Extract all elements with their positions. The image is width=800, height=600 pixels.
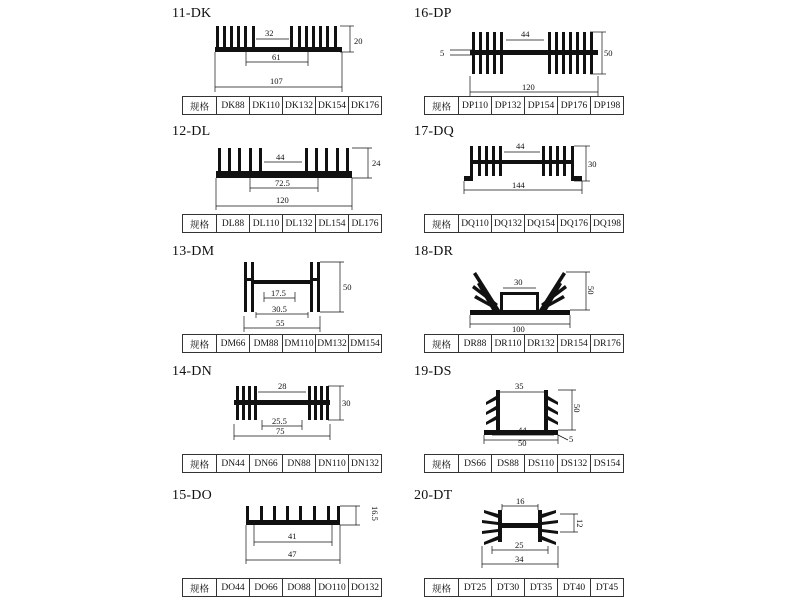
model-cell: DS66 bbox=[459, 455, 492, 473]
dim-label: 44 bbox=[516, 141, 525, 151]
section-title: 12-DL bbox=[172, 124, 211, 139]
model-cell: DL154 bbox=[316, 215, 349, 233]
model-cell: DP198 bbox=[591, 97, 624, 115]
model-cell: DL176 bbox=[349, 215, 382, 233]
dim-label: 35 bbox=[515, 381, 524, 391]
dim-label: 120 bbox=[522, 82, 535, 92]
model-cell: DM66 bbox=[217, 335, 250, 353]
spec-header: 规格 bbox=[425, 215, 459, 233]
dim-label: 30 bbox=[588, 159, 597, 169]
section-title: 16-DP bbox=[414, 6, 452, 21]
model-cell: DO66 bbox=[250, 579, 283, 597]
model-cell: DT40 bbox=[558, 579, 591, 597]
section-20-dt bbox=[414, 488, 714, 600]
dim-label: 16 bbox=[516, 496, 525, 506]
dim-label: 50 bbox=[572, 404, 582, 413]
spec-header: 规格 bbox=[425, 579, 459, 597]
dim-label: 25.5 bbox=[272, 416, 287, 426]
heatsink-profile-drawing bbox=[414, 20, 714, 96]
dim-label: 44 bbox=[521, 29, 530, 39]
model-cell: DR132 bbox=[525, 335, 558, 353]
dim-label: 20 bbox=[354, 36, 363, 46]
model-cell: DS132 bbox=[558, 455, 591, 473]
section-title: 19-DS bbox=[414, 364, 452, 379]
dim-label: 30.5 bbox=[272, 304, 287, 314]
model-cell: DM88 bbox=[250, 335, 283, 353]
spec-table bbox=[424, 334, 624, 353]
spec-table bbox=[424, 214, 624, 233]
spec-table bbox=[182, 454, 382, 473]
model-cell: DR176 bbox=[591, 335, 624, 353]
dim-label: 44 bbox=[276, 152, 285, 162]
spec-table bbox=[182, 578, 382, 597]
model-cell: DR110 bbox=[492, 335, 525, 353]
model-cell: DL88 bbox=[217, 215, 250, 233]
model-cell: DR154 bbox=[558, 335, 591, 353]
dim-label: 12 bbox=[575, 519, 585, 528]
model-cell: DT45 bbox=[591, 579, 624, 597]
heatsink-profile-drawing bbox=[414, 496, 714, 578]
model-cell: DS154 bbox=[591, 455, 624, 473]
dim-label: 5 bbox=[440, 48, 445, 58]
model-cell: DK132 bbox=[283, 97, 316, 115]
dim-label: 47 bbox=[288, 549, 297, 559]
model-cell: DR88 bbox=[459, 335, 492, 353]
model-cell: DT35 bbox=[525, 579, 558, 597]
model-cell: DS110 bbox=[525, 455, 558, 473]
model-cell: DN132 bbox=[349, 455, 382, 473]
spec-header: 规格 bbox=[183, 335, 217, 353]
model-cell: DN44 bbox=[217, 455, 250, 473]
spec-table bbox=[424, 578, 624, 597]
spec-header: 规格 bbox=[425, 455, 459, 473]
model-cell: DT25 bbox=[459, 579, 492, 597]
model-cell: DK154 bbox=[316, 97, 349, 115]
dim-label: 144 bbox=[512, 180, 525, 190]
dim-label: 30 bbox=[514, 277, 523, 287]
dim-label: 25 bbox=[515, 540, 524, 550]
dim-label: 75 bbox=[276, 426, 285, 436]
dim-label: 50 bbox=[343, 282, 352, 292]
model-cell: DP110 bbox=[459, 97, 492, 115]
model-cell: DK88 bbox=[217, 97, 250, 115]
model-cell: DO88 bbox=[283, 579, 316, 597]
heatsink-profile-drawing bbox=[414, 258, 714, 334]
section-title: 13-DM bbox=[172, 244, 215, 259]
spec-header: 规格 bbox=[425, 97, 459, 115]
model-cell: DO110 bbox=[316, 579, 349, 597]
dim-label: 107 bbox=[270, 76, 283, 86]
dim-label: 32 bbox=[265, 28, 274, 38]
model-cell: DP132 bbox=[492, 97, 525, 115]
heatsink-profile-drawing bbox=[414, 378, 714, 454]
model-cell: DN88 bbox=[283, 455, 316, 473]
model-cell: DQ198 bbox=[591, 215, 624, 233]
spec-table bbox=[182, 214, 382, 233]
dim-label: 28 bbox=[278, 381, 287, 391]
section-title: 14-DN bbox=[172, 364, 212, 379]
section-18-dr bbox=[414, 244, 714, 356]
dim-label: 17.5 bbox=[271, 288, 286, 298]
spec-header: 规格 bbox=[183, 97, 217, 115]
model-cell: DO44 bbox=[217, 579, 250, 597]
spec-header: 规格 bbox=[183, 579, 217, 597]
dim-label: 72.5 bbox=[275, 178, 290, 188]
dim-label: 41 bbox=[288, 531, 297, 541]
model-cell: DQ110 bbox=[459, 215, 492, 233]
dim-label: 16.5 bbox=[370, 506, 380, 521]
model-cell: DN110 bbox=[316, 455, 349, 473]
model-cell: DL110 bbox=[250, 215, 283, 233]
model-cell: DK110 bbox=[250, 97, 283, 115]
model-cell: DL132 bbox=[283, 215, 316, 233]
dim-label: 50 bbox=[518, 438, 527, 448]
model-cell: DK176 bbox=[349, 97, 382, 115]
spec-table bbox=[182, 334, 382, 353]
spec-header: 规格 bbox=[183, 455, 217, 473]
model-cell: DM154 bbox=[349, 335, 382, 353]
section-title: 11-DK bbox=[172, 6, 212, 21]
spec-table bbox=[424, 96, 624, 115]
model-cell: DQ154 bbox=[525, 215, 558, 233]
section-title: 20-DT bbox=[414, 488, 453, 503]
spec-header: 规格 bbox=[183, 215, 217, 233]
model-cell: DS88 bbox=[492, 455, 525, 473]
heatsink-profile-drawing bbox=[414, 138, 714, 214]
model-cell: DT30 bbox=[492, 579, 525, 597]
model-cell: DM132 bbox=[316, 335, 349, 353]
model-cell: DQ132 bbox=[492, 215, 525, 233]
dim-label: 50 bbox=[604, 48, 613, 58]
model-cell: DM110 bbox=[283, 335, 316, 353]
dim-label: 120 bbox=[276, 195, 289, 205]
dim-label: 30 bbox=[342, 398, 351, 408]
model-cell: DP154 bbox=[525, 97, 558, 115]
spec-table bbox=[424, 454, 624, 473]
model-cell: DP176 bbox=[558, 97, 591, 115]
spec-table bbox=[182, 96, 382, 115]
dim-label: 5 bbox=[569, 434, 574, 444]
model-cell: DN66 bbox=[250, 455, 283, 473]
section-17-dq bbox=[414, 124, 714, 236]
model-cell: DO132 bbox=[349, 579, 382, 597]
dim-label: 24 bbox=[372, 158, 381, 168]
spec-header: 规格 bbox=[425, 335, 459, 353]
dim-label: 44 bbox=[518, 425, 527, 435]
dim-label: 50 bbox=[586, 286, 596, 295]
dim-label: 61 bbox=[272, 52, 281, 62]
section-19-ds bbox=[414, 364, 714, 476]
dim-label: 34 bbox=[515, 554, 524, 564]
section-title: 15-DO bbox=[172, 488, 212, 503]
model-cell: DQ176 bbox=[558, 215, 591, 233]
dim-label: 100 bbox=[512, 324, 525, 334]
section-title: 18-DR bbox=[414, 244, 454, 259]
dim-label: 55 bbox=[276, 318, 285, 328]
section-title: 17-DQ bbox=[414, 124, 454, 139]
section-16-dp bbox=[414, 6, 714, 118]
